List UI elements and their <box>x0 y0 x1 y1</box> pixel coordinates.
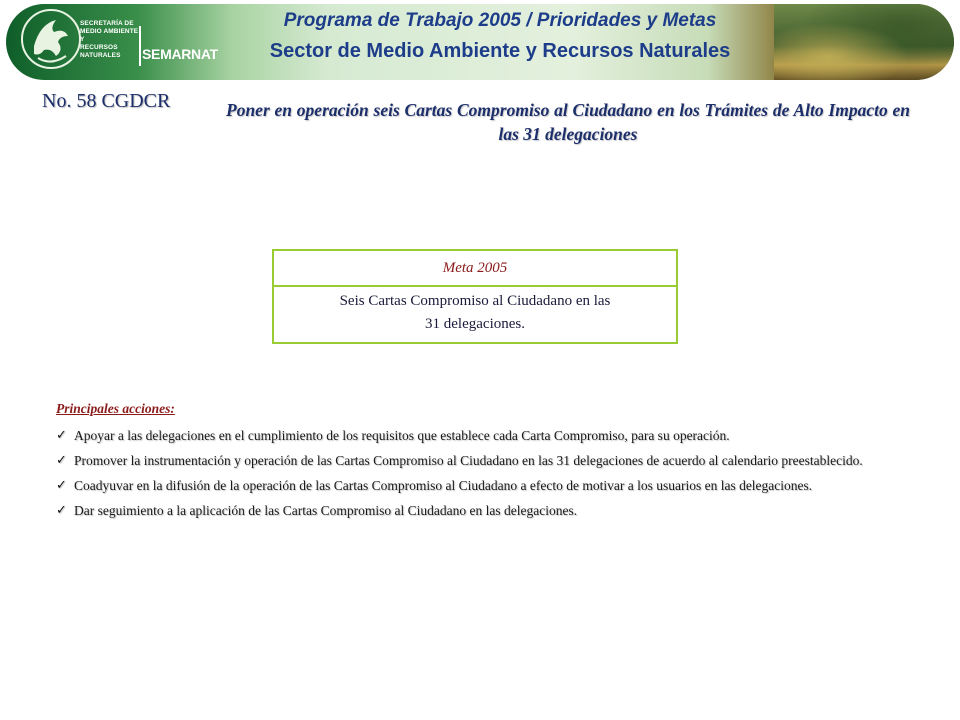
action-text: Dar seguimiento a la aplicación de las Cartas Compromiso al Ciudadano en las delegaciones. <box>74 503 578 518</box>
meta-header: Meta 2005 <box>274 251 676 287</box>
checkmark-icon: ✓ <box>56 478 67 493</box>
goal-statement: Poner en operación seis Cartas Compromiso al Ciudadano en los Trámites de Alto Impacto en las 31 delegaciones <box>226 100 910 144</box>
checkmark-icon: ✓ <box>56 453 67 468</box>
program-code: No. 58 CGDCR <box>42 90 171 112</box>
logo-line-2: MEDIO AMBIENTE Y <box>80 28 139 43</box>
landscape-photo <box>774 4 954 80</box>
logo-brand: SEMARNAT <box>142 46 218 62</box>
logo-line-1: SECRETARÍA DE <box>80 20 134 27</box>
logo-divider <box>139 26 141 66</box>
logo-text <box>80 20 140 60</box>
action-item <box>56 452 910 469</box>
meta-value <box>274 287 676 342</box>
action-item <box>56 477 910 494</box>
header-banner <box>0 0 960 86</box>
eagle-emblem-icon <box>20 6 82 72</box>
actions-section <box>56 401 910 527</box>
meta-table <box>272 249 678 344</box>
semarnat-logo <box>20 6 218 74</box>
action-text: Coadyuvar en la difusión de la operación de las Cartas Compromiso al Ciudadano a efecto de motivar a los usuarios en las delegaciones. <box>74 478 813 493</box>
header-title: Programa de Trabajo 2005 / Prioridades y Metas <box>283 10 717 31</box>
actions-title: Principales acciones: <box>56 401 175 416</box>
checkmark-icon: ✓ <box>56 503 67 518</box>
meta-value-line-2: 31 delegaciones. <box>425 316 525 332</box>
meta-value-line-1: Seis Cartas Compromiso al Ciudadano en las <box>339 293 611 309</box>
header-subtitle: Sector de Medio Ambiente y Recursos Naturales <box>269 40 731 62</box>
action-text: Apoyar a las delegaciones en el cumplimiento de los requisitos que establece cada Carta Compromiso, para su operación. <box>74 428 730 443</box>
action-item <box>56 502 910 519</box>
action-text: Promover la instrumentación y operación de las Cartas Compromiso al Ciudadano en las 31 delegaciones de acuerdo al calendario preestablecido. <box>74 453 863 468</box>
logo-line-3: RECURSOS NATURALES <box>80 44 121 59</box>
action-item <box>56 427 910 444</box>
checkmark-icon: ✓ <box>56 428 67 443</box>
